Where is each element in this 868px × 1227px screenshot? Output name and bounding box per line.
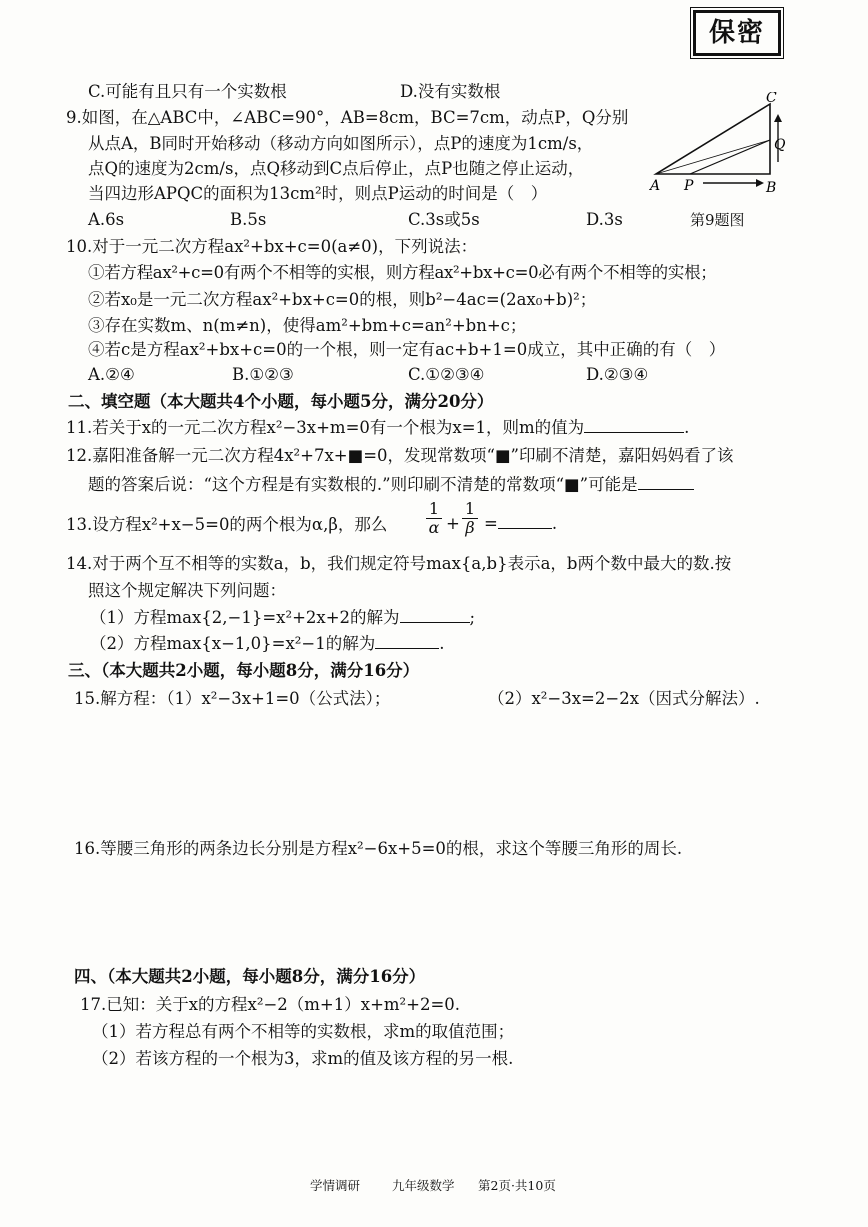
q13-fraction-2 [462, 500, 478, 537]
q13-frac2-denominator: β [462, 518, 478, 537]
q10-option-d: D.②③④ [586, 365, 649, 384]
q10-option-c: C.①②③④ [408, 365, 485, 384]
label-p: P [684, 178, 694, 194]
footer-middle: 九年级数学 [392, 1178, 455, 1193]
q14-part-2-prompt: （2）方程max{x−1,0}=x²−1的解为 [90, 634, 376, 653]
triangle-abc [656, 104, 770, 174]
section-2-heading: 二、填空题（本大题共4个小题，每小题5分，满分20分） [68, 392, 494, 411]
q13-prefix: 13.设方程x²+x−5=0的两个根为α,β，那么 [66, 515, 388, 534]
confidential-stamp: 保密 [693, 10, 781, 56]
q17-part-1: （1）若方程总有两个不相等的实数根，求m的取值范围； [92, 1022, 515, 1041]
q12-prompt: 题的答案后说：“这个方程是有实数根的.”则印刷不清楚的常数项“■”可能是 [88, 475, 638, 494]
p-arrow-head [756, 179, 764, 187]
q9-line-4: 当四边形APQC的面积为13cm²时，则点P运动的时间是（ ） [88, 184, 548, 203]
label-c: C [766, 92, 777, 106]
q11-text: 11.若关于x的一元二次方程x²−3x+m=0有一个根为x=1，则m的值为 . [66, 418, 690, 437]
q13-equals: = [484, 514, 498, 533]
q10-statement-2: ②若x₀是一元二次方程ax²+bx+c=0的根，则b²−4ac=(2ax₀+b)²； [88, 290, 597, 309]
label-q: Q [774, 137, 786, 153]
q9-line-3: 点Q的速度为2cm/s，点Q移动到C点后停止，点P也随之停止运动， [88, 159, 585, 178]
q17-line-1: 17.已知：关于x的方程x²−2（m+1）x+m²+2=0. [80, 995, 461, 1014]
segment-aq [656, 140, 770, 174]
q13-answer-blank [498, 514, 552, 529]
q16-text: 16.等腰三角形的两条边长分别是方程x²−6x+5=0的根，求这个等腰三角形的周长. [74, 839, 683, 858]
q10-statement-4: ④若c是方程ax²+bx+c=0的一个根，则一定有ac+b+1=0成立，其中正确的有（ ） [88, 340, 726, 359]
q8-option-c: C.可能有且只有一个实数根 [88, 82, 287, 101]
q14-part-1: （1）方程max{2,−1}=x²+2x+2的解为 ; [90, 608, 476, 627]
q13-frac2-numerator: 1 [464, 499, 476, 518]
section-4-heading: 四、（本大题共2小题，每小题8分，满分16分） [74, 967, 426, 986]
footer-left: 学情调研 [310, 1178, 361, 1193]
q14-line-2: 照这个规定解决下列问题： [88, 581, 286, 600]
q10-line-1: 10.对于一元二次方程ax²+bx+c=0(a≠0)，下列说法： [66, 237, 478, 256]
q9-option-d: D.3s [586, 210, 623, 229]
q12-line-1: 12.嘉阳准备解一元二次方程4x²+7x+■=0，发现常数项“■”印刷不清楚，嘉阳妈妈看了该 [66, 446, 734, 465]
q10-statement-1: ①若方程ax²+c=0有两个不相等的实根，则方程ax²+bx+c=0必有两个不相等的实根； [88, 263, 717, 282]
q15-part-2: （2）x²−3x=2−2x（因式分解法）. [488, 689, 760, 708]
q9-triangle-figure [648, 92, 798, 232]
q10-option-b: B.①②③ [232, 365, 294, 384]
q14-part-1-blank [400, 608, 470, 623]
q9-figure-caption: 第9题图 [690, 211, 745, 229]
q9-option-a: A.6s [88, 210, 125, 229]
q13-fraction-1 [426, 500, 442, 537]
q17-part-2: （2）若该方程的一个根为3，求m的值及该方程的另一根. [92, 1049, 514, 1068]
q12-line-2 [88, 474, 694, 496]
q10-option-a: A.②④ [88, 365, 135, 384]
q14-part-1-prompt: （1）方程max{2,−1}=x²+2x+2的解为 [90, 608, 400, 627]
q13-plus: + [446, 514, 460, 533]
label-a: A [650, 178, 661, 194]
q-arrow-head [774, 114, 782, 122]
q14-line-1: 14.对于两个互不相等的实数a，b，我们规定符号max{a,b}表示a，b两个数中最大的数.按 [66, 554, 732, 573]
section-3-heading: 三、（本大题共2小题，每小题8分，满分16分） [68, 661, 420, 680]
q15-part-1: 15.解方程：（1）x²−3x+1=0（公式法）； [74, 689, 391, 708]
q13-frac1-numerator: 1 [428, 499, 440, 518]
q14-part-2-blank [375, 634, 439, 649]
q14-part-2: （2）方程max{x−1,0}=x²−1的解为 . [90, 634, 445, 653]
q9-option-c: C.3s或5s [408, 210, 480, 229]
label-b: B [766, 180, 777, 196]
q11-answer-blank [584, 418, 684, 433]
q9-line-2: 从点A，B同时开始移动（移动方向如图所示），点P的速度为1cm/s， [88, 134, 594, 153]
q9-option-b: B.5s [230, 210, 267, 229]
footer-page-number: 第2页·共10页 [478, 1178, 556, 1193]
q11-prompt: 11.若关于x的一元二次方程x²−3x+m=0有一个根为x=1，则m的值为 [66, 418, 585, 437]
q13-frac1-denominator: α [426, 518, 442, 537]
q13-answer: = . [484, 514, 558, 533]
q9-line-1: 9.如图，在△ABC中，∠ABC=90°，AB=8cm，BC=7cm，动点P，Q分别 [66, 108, 629, 127]
q8-option-d: D.没有实数根 [400, 82, 501, 101]
q12-answer-blank [638, 475, 694, 490]
q10-statement-3: ③存在实数m、n(m≠n)，使得am²+bm+c=an²+bn+c； [88, 316, 527, 335]
